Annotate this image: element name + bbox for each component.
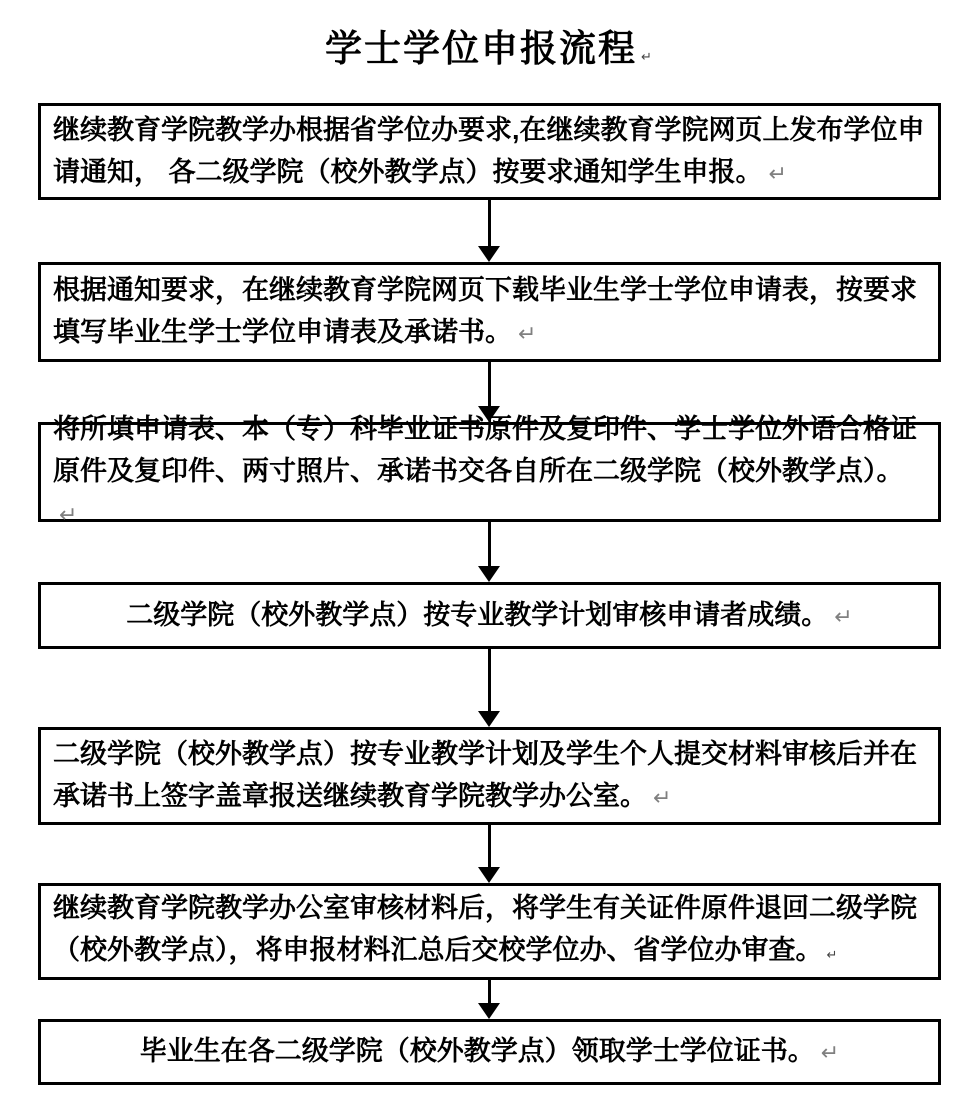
paragraph-mark-icon: ↵: [59, 502, 78, 527]
flow-step-2: [38, 262, 941, 362]
step-text: 继续教育学院教学办根据省学位办要求,在继续教育学院网页上发布学位申请通知， 各二级学院（校外教学点）按要求通知学生申报。: [53, 114, 925, 187]
paragraph-mark-icon: ↵: [826, 947, 838, 962]
flow-step-2-text: [53, 269, 926, 355]
paragraph-mark-icon: ↵: [518, 321, 537, 346]
flow-arrow-down-1: [38, 200, 941, 262]
flow-step-1: [38, 103, 941, 200]
step-text: 继续教育学院教学办公室审核材料后，将学生有关证件原件退回二级学院（校外教学点），将申报材料汇总后交校学位办、省学位办审查。: [53, 893, 917, 965]
flow-step-5: [38, 727, 941, 825]
flowchart: [38, 103, 941, 1085]
flow-step-3: [38, 414, 941, 527]
paragraph-mark-icon: ↵: [820, 1040, 840, 1065]
step-text: 二级学院（校外教学点）按专业教学计划审核申请者成绩。: [126, 599, 829, 630]
flow-arrow-down-4: [38, 649, 941, 727]
step-text: 将所填申请表、本（专）科毕业证书原件及复印件、学士学位外语合格证原件及复印件、两寸照片、承诺书交各自所在二级学院（校外教学点）。: [53, 414, 917, 486]
page-title: [0, 0, 979, 103]
flow-step-6-text: [53, 887, 926, 976]
step-text: 二级学院（校外教学点）按专业教学计划及学生个人提交材料审核后并在承诺书上签字盖章报送继续教育学院教学办公室。: [53, 739, 917, 811]
page-title-text: 学士学位申报流程: [325, 28, 638, 69]
paragraph-mark-icon: ↵: [641, 49, 654, 64]
flow-arrow-down-2: [38, 362, 941, 422]
flow-step-7-text: [53, 1030, 926, 1074]
step-text: 根据通知要求，在继续教育学院网页下载毕业生学士学位申请表，按要求填写毕业生学士学位申请表及承诺书。: [53, 275, 917, 347]
flow-arrow-down-6: [38, 980, 941, 1019]
flow-step-5-text: [53, 733, 926, 819]
step-text: 毕业生在各二级学院（校外教学点）领取学士学位证书。: [139, 1036, 815, 1066]
flow-step-7: [38, 1019, 941, 1085]
flow-step-6: [38, 883, 941, 980]
paragraph-mark-icon: ↵: [768, 160, 787, 186]
flow-arrow-down-5: [38, 825, 941, 883]
flow-step-4: [38, 582, 941, 649]
flow-arrow-down-3: [38, 522, 941, 582]
flow-step-4-text: [53, 594, 926, 638]
flow-step-3-text: [53, 408, 926, 536]
paragraph-mark-icon: ↵: [653, 785, 672, 810]
paragraph-mark-icon: ↵: [834, 603, 853, 629]
flow-step-1-text: [53, 109, 926, 195]
